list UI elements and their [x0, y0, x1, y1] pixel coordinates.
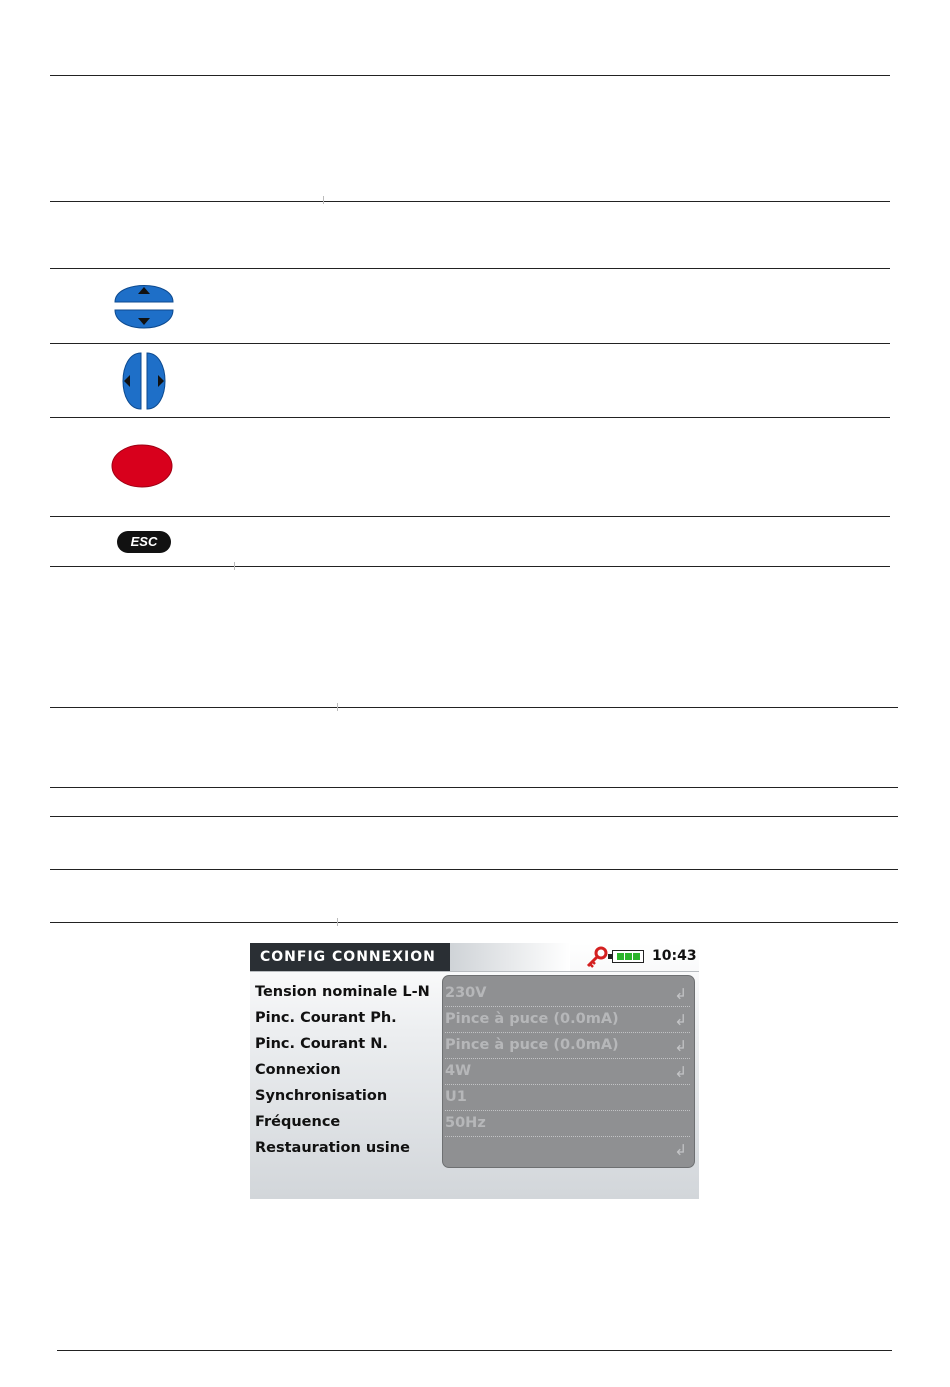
table-rule [50, 201, 890, 202]
setting-row-pinc-ph[interactable] [443, 1007, 694, 1033]
table-rule [50, 787, 898, 788]
enter-arrow-icon: ↲ [674, 1063, 687, 1081]
enter-arrow-icon: ↲ [674, 985, 687, 1003]
table-rule [50, 343, 890, 344]
column-separator [337, 703, 338, 711]
value-pinc-n: Pince à puce (0.0mA) [445, 1037, 619, 1053]
label-tension-nominale: Tension nominale L-N [255, 984, 430, 1000]
table-rule [50, 869, 898, 870]
label-frequence: Fréquence [255, 1114, 341, 1130]
table-rule [50, 922, 898, 923]
column-separator [234, 562, 235, 570]
esc-key-label: ESC [130, 534, 158, 549]
footer-rule [57, 1350, 892, 1351]
table-rule [50, 566, 890, 567]
label-pinc-courant-ph: Pinc. Courant Ph. [255, 1010, 397, 1026]
enter-arrow-icon: ↲ [674, 1141, 687, 1159]
screen-title: CONFIG CONNEXION [250, 943, 450, 971]
header-divider [250, 971, 699, 972]
values-panel [442, 975, 695, 1168]
enter-arrow-icon: ↲ [674, 1037, 687, 1055]
label-connexion: Connexion [255, 1062, 341, 1078]
value-connexion: 4W [445, 1063, 472, 1079]
setting-row-pinc-n[interactable] [443, 1033, 694, 1059]
battery-icon [612, 950, 644, 963]
table-rule [50, 516, 890, 517]
label-restauration-usine: Restauration usine [255, 1140, 410, 1156]
value-synchronisation: U1 [445, 1089, 467, 1105]
header-fade [450, 943, 570, 971]
setting-row-synchronisation[interactable] [443, 1085, 694, 1111]
column-separator [337, 918, 338, 926]
enter-arrow-icon: ↲ [674, 1011, 687, 1029]
up-down-keys-icon [113, 274, 175, 340]
value-tension: 230V [445, 985, 487, 1001]
clock-time: 10:43 [652, 948, 697, 964]
value-frequence: 50Hz [445, 1115, 486, 1131]
esc-key-icon [117, 531, 171, 553]
key-icon [585, 946, 609, 970]
table-rule [50, 816, 898, 817]
column-separator [323, 196, 324, 204]
table-rule [50, 707, 898, 708]
value-pinc-ph: Pince à puce (0.0mA) [445, 1011, 619, 1027]
setting-row-tension[interactable] [443, 981, 694, 1007]
instrument-screen [250, 943, 699, 1199]
table-rule [50, 417, 890, 418]
enter-key-icon [111, 444, 173, 488]
setting-row-frequence[interactable] [443, 1111, 694, 1137]
left-right-keys-icon [111, 351, 177, 411]
table-rule [50, 75, 890, 76]
label-pinc-courant-n: Pinc. Courant N. [255, 1036, 388, 1052]
setting-row-restauration[interactable] [443, 1137, 694, 1163]
setting-row-connexion[interactable] [443, 1059, 694, 1085]
table-rule [50, 268, 890, 269]
label-synchronisation: Synchronisation [255, 1088, 388, 1104]
